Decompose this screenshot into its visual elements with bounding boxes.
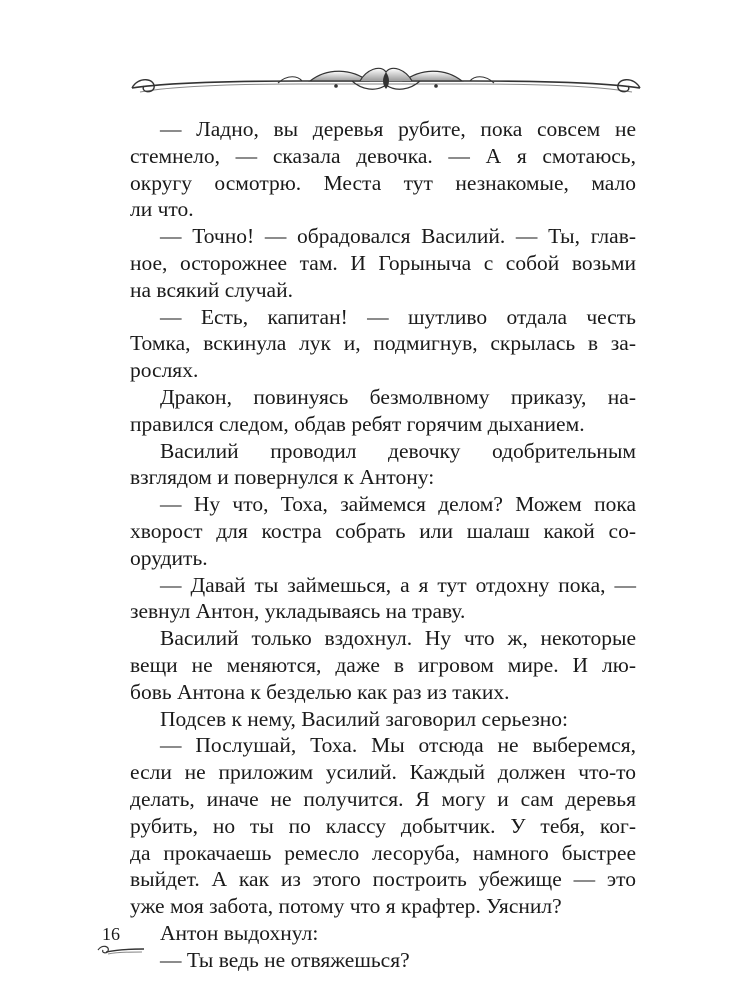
text-line: Василий только вздохнул. Ну что ж, некоторые: [160, 626, 636, 651]
text-line: Подсев к нему, Василий заговорил серьезно:: [160, 706, 568, 731]
page-number: 16: [102, 924, 120, 944]
text-line: — Ладно, вы деревья рубите, пока совсем не: [160, 117, 636, 141]
top-ornament-divider: [130, 62, 642, 100]
text-line: рослях.: [130, 358, 199, 383]
text-line: взглядом и повернулся к Антону:: [130, 465, 435, 490]
text-line: на всякий случай.: [130, 277, 293, 302]
text-line: делать, иначе не получится. Я могу и сам деревья: [130, 786, 636, 811]
text-line: Дракон, повинуясь безмолвному приказу, на-: [160, 384, 636, 409]
text-line: да прокачаешь ремесло лесоруба, намного быстрее: [130, 840, 636, 865]
text-line: Василий проводил девочку одобрительным: [160, 438, 636, 463]
text-line: рубить, но ты по классу добытчик. У тебя, ког-: [130, 813, 636, 838]
text-line: хворост для костра собрать или шалаш какой со-: [130, 518, 636, 543]
page-body-text: [130, 116, 636, 974]
text-line: Томка, вскинула лук и, подмигнув, скрылась в за-: [130, 331, 636, 356]
text-line: — Ну что, Тоха, займемся делом? Можем пока: [160, 492, 636, 517]
text-line: стемнело, — сказала девочка. — А я смотаюсь,: [130, 143, 636, 168]
text-line: если не приложим усилий. Каждый должен что-то: [130, 760, 636, 785]
text-line: ли что.: [130, 197, 194, 222]
text-line: — Ты ведь не отвяжешься?: [160, 947, 410, 972]
text-line: — Есть, капитан! — шутливо отдала честь: [160, 304, 636, 329]
text-line: — Точно! — обрадовался Василий. — Ты, глав-: [160, 224, 636, 249]
text-line: вещи не меняются, даже в игровом мире. И лю-: [130, 652, 636, 677]
page-folio: [96, 918, 146, 966]
folio-ornament: [96, 944, 146, 958]
text-line: бовь Антона к безделью как раз из таких.: [130, 679, 510, 704]
text-line: Антон выдохнул:: [160, 920, 319, 945]
text-line: правился следом, обдав ребят горячим дыханием.: [130, 411, 585, 436]
text-line: ное, осторожнее там. И Горыныча с собой возьми: [130, 250, 636, 275]
text-line: выйдет. А как из этого построить убежище — это: [130, 867, 636, 892]
text-line: — Давай ты займешься, а я тут отдохну пока, —: [160, 572, 636, 597]
text-line: — Послушай, Тоха. Мы отсюда не выберемся,: [160, 733, 636, 758]
text-line: зевнул Антон, укладываясь на траву.: [130, 599, 466, 624]
text-line: орудить.: [130, 545, 208, 570]
text-line: уже моя забота, потому что я крафтер. Уяснил?: [130, 894, 562, 919]
text-line: округу осмотрю. Места тут незнакомые, мало: [130, 170, 636, 195]
